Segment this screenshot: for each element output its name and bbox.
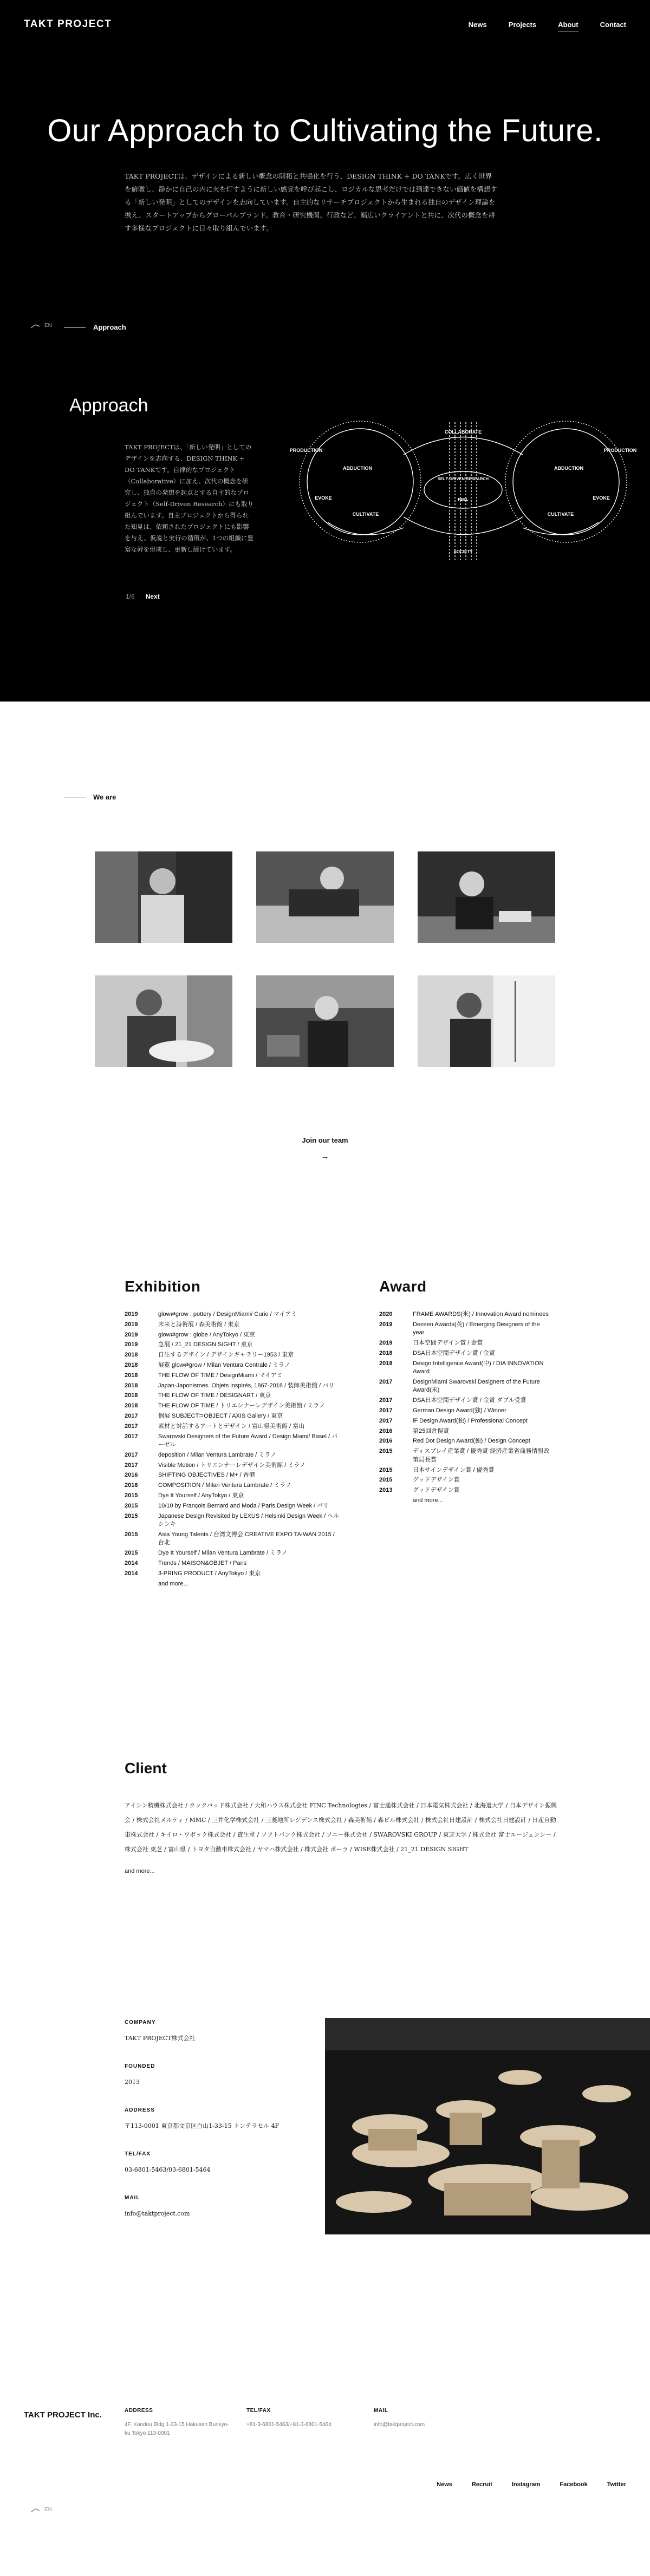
footer-address-label: ADDRESS xyxy=(125,2408,153,2414)
entry-text: 日本空間デザイン賞 / 金賞 xyxy=(413,1340,483,1347)
entry-text: Asia Young Talents / 台湾文博会 CREATIVE EXPO TAIWAN 2015 / 台北 xyxy=(158,1531,335,1546)
dark-hero-section xyxy=(0,0,650,702)
exhibition-entry xyxy=(125,1531,341,1548)
entry-year: 2017 xyxy=(125,1412,138,1419)
company-section xyxy=(0,2020,650,2398)
entry-year: 2015 xyxy=(125,1512,138,1519)
diagram-label-cultivate-right: CULTIVATE xyxy=(547,512,574,517)
diagram-label-abduction-left: ABDUCTION xyxy=(343,466,372,471)
entry-text: THE FLOW OF TIME / DesignMiami / マイアミ xyxy=(158,1372,283,1379)
site-header xyxy=(0,0,650,52)
entry-text: Dye It Yourself / AnyTokyo / 東京 xyxy=(158,1492,244,1499)
hero-lead: TAKT PROJECTは、デザインによる新しい概念の開拓と共鳴化を行う、DESIGN THINK + DO TANKです。広く世界を俯瞰し、静かに自己の内に火を灯すように新しい感覚を呼び起こし、ロジカルな思考だけでは到達できない価値を構想する「新しい発明」としてのデザインを志向しています。自主的なリサーチプロジェクトから生まれる独自のデザイン理論を携え、スタートアップからグローバルブランド、教育・研究機関、行政など、幅広いクライアントと共に、次代の概念を耕す多様なプロジェクトに日々取り組んでいます。 xyxy=(125,172,497,232)
entry-year: 2014 xyxy=(125,1560,138,1567)
studio-photo xyxy=(325,2018,650,2234)
entry-year: 2017 xyxy=(125,1461,138,1469)
entry-year: 2015 xyxy=(125,1492,138,1499)
diagram-label-cultivate-left: CULTIVATE xyxy=(352,512,379,517)
footer-tel xyxy=(246,2407,371,2429)
exhibition-entry xyxy=(125,1341,341,1349)
nav-projects[interactable]: Projects xyxy=(508,21,537,29)
client-list: アイシン精機株式会社 / クックパッド株式会社 / 大和ハウス株式会社 FINC Technologies / 富士通株式会社 / 日本電気株式会社 / 北海道大学 / 日本デザイン振興会 / 株式会社メルティ / MMC / 三井化学株式会社 / 三菱地所レジデンス株式会社 / 森美術館 / 森ビル株式会社 / 株式会社日建設計 / 株式会社日建設計 / 日産自動車株式会社 / キイロ・ワボック株式会社 / 資生堂 / ソフトバンク株式会社 / ソニー株式会社 / SWAROVSKI GROUP / 東芝大学 / 株式会社 富士エージェンシー / 株式会社 東芝 / 富山県 / トヨタ自動車株式会社 / ヤマハ株式会社 / 株式会社 ポーラ / WISE株式会社 / 21_21 DESIGN SIGHT xyxy=(125,1802,557,1853)
entry-year: 2019 xyxy=(125,1341,138,1348)
company-info xyxy=(125,2020,298,2239)
entry-text: グッドデザイン賞 xyxy=(413,1487,460,1494)
client-more: and more... xyxy=(125,1868,155,1874)
entry-year: 2015 xyxy=(379,1477,393,1484)
entry-text: SHIFTING OBJECTIVES / M+ / 香港 xyxy=(158,1472,255,1479)
award-entry xyxy=(379,1427,552,1436)
footer-mail xyxy=(374,2407,482,2429)
entry-text: Visible Motion / トリエンナーレデザイン美術館 / ミラノ xyxy=(158,1461,306,1469)
entry-text: German Design Award(独) / Winner xyxy=(413,1407,506,1414)
entry-year: 2019 xyxy=(125,1311,138,1318)
entry-year: 2013 xyxy=(379,1487,393,1494)
entry-text: 日本サインデザイン賞 / 優秀賞 xyxy=(413,1466,495,1473)
entry-text: 個展 SUBJECT⊃OBJECT / AXIS Gallery / 東京 xyxy=(158,1412,283,1419)
exhibition-entry xyxy=(125,1382,341,1391)
award-entry xyxy=(379,1360,552,1377)
language-icon xyxy=(30,323,40,329)
entry-year: 2017 xyxy=(125,1423,138,1430)
entry-year: 2015 xyxy=(125,1502,138,1509)
diagram-label-research: SELF-DRIVEN RESEARCH xyxy=(437,476,489,481)
entry-text: glow⇄grow : globe / AnyTokyo / 東京 xyxy=(158,1331,256,1338)
section-label-we-are xyxy=(64,793,116,801)
client-section xyxy=(0,1760,650,2020)
team-photo[interactable] xyxy=(256,851,394,943)
entry-year: 2017 xyxy=(379,1417,393,1424)
arrow-right-icon: → xyxy=(321,1152,329,1161)
entry-year: 2018 xyxy=(379,1349,393,1356)
exhibition-entry xyxy=(125,1361,341,1370)
diagram-label-abduction-right: ABDUCTION xyxy=(554,466,583,471)
entry-text: 3-PRING PRODUCT / AnyTokyo / 東京 xyxy=(158,1570,261,1577)
footer-mail-label: MAIL xyxy=(374,2408,388,2414)
award-entry xyxy=(379,1378,552,1395)
team-photo[interactable] xyxy=(418,851,555,943)
footer-nav-recruit[interactable]: Recruit xyxy=(471,2481,492,2488)
footer-nav-instagram[interactable]: Instagram xyxy=(511,2481,541,2488)
entry-year: 2014 xyxy=(125,1570,138,1577)
entry-year: 2019 xyxy=(125,1331,138,1338)
founded-value: 2013 xyxy=(125,2079,140,2086)
award-entry xyxy=(379,1321,552,1338)
exhibition-title: Exhibition xyxy=(125,1278,201,1295)
exhibition-entry xyxy=(125,1412,341,1421)
footer-nav-news[interactable]: News xyxy=(437,2481,452,2488)
site-footer xyxy=(0,2398,650,2576)
entry-text: DSA日本空間デザイン賞 / 金賞 ダブル受賞 xyxy=(413,1397,526,1404)
entry-text: glow⇄grow : pottery / DesignMiami/ Curio / マイアミ xyxy=(158,1311,297,1318)
page-title: Our Approach to Cultivating the Future. xyxy=(47,113,603,148)
we-are-section xyxy=(0,702,650,1278)
entry-year: 2019 xyxy=(379,1321,393,1328)
diagram-label-feel: FEEL xyxy=(458,497,469,502)
entry-text: 展覧 glow⇄grow / Milan Ventura Centrale / ミラノ xyxy=(158,1361,290,1368)
exhibition-entry xyxy=(125,1512,341,1529)
footer-mail-link[interactable]: info@taktproject.com xyxy=(374,2422,425,2428)
entry-year: 2020 xyxy=(379,1311,393,1318)
exhibition-entry xyxy=(125,1570,341,1578)
approach-text: TAKT PROJECTは、「新しい発明」としてのデザインを志向する、DESIGN THINK + DO TANKです。自律的なプロジェクト（Collaborative）に加え、次代の概念を研究し、独自の発想を起点とする自主的なプロジェクト（Self-Driven Research）にも取り組んでいます。自主プロジェクトから得られた知見は、依頼されたプロジェクトにも影響を与え、仮説と実行の循環が、1つの組織に豊富な幹を形成し、更新し続けています。 xyxy=(125,443,254,553)
language-switch[interactable] xyxy=(30,323,52,329)
pager-count: 1/6 xyxy=(126,593,135,600)
approach-pager xyxy=(126,593,160,600)
team-photo[interactable] xyxy=(95,975,232,1067)
nav-contact[interactable]: Contact xyxy=(600,21,626,29)
approach-title: Approach xyxy=(69,395,148,416)
award-entry xyxy=(379,1407,552,1415)
entry-year: 2018 xyxy=(125,1361,138,1368)
entry-text: 素材と対話するアートとデザイン / 富山県美術館 / 富山 xyxy=(158,1423,305,1430)
entry-year: 2018 xyxy=(125,1402,138,1410)
entry-year: 2016 xyxy=(379,1438,393,1445)
tel-label: TEL/FAX xyxy=(125,2151,151,2157)
mail-label: MAIL xyxy=(125,2195,140,2201)
footer-address-value: 4F, Kondou Bldg 1-33-15 Hakusan Bunkyo-ku Tokyo 113-0001 xyxy=(125,2422,229,2436)
entry-text: Dye It Yourself / Milan Ventura Lambrate / ミラノ xyxy=(158,1550,288,1557)
award-entry xyxy=(379,1466,552,1475)
diagram-label-production-left: PRODUCTION xyxy=(289,448,323,453)
award-title: Award xyxy=(379,1278,427,1295)
entry-year: 2018 xyxy=(125,1372,138,1379)
approach-diagram xyxy=(289,409,637,566)
award-entry xyxy=(379,1339,552,1348)
pager-next-button[interactable]: Next xyxy=(145,593,160,600)
join-team-link[interactable] xyxy=(0,1136,650,1161)
entry-text: Design Intelligence Award(中) / DIA INNOVATION Award xyxy=(413,1360,544,1375)
entry-year: 2017 xyxy=(379,1378,393,1385)
award-entry xyxy=(379,1349,552,1358)
exhibition-entry xyxy=(125,1423,341,1431)
footer-nav-facebook[interactable]: Facebook xyxy=(560,2481,588,2488)
entry-text: ディスプレイ産業賞 / 優秀賞 経済産業省商務情報政策局長賞 xyxy=(413,1448,550,1463)
exhibition-entry xyxy=(125,1402,341,1411)
diagram-label-production-right: PRODUCTION xyxy=(603,448,637,453)
entry-text: 自生するデザイン / デザインギャラリー1953 / 東京 xyxy=(158,1352,294,1359)
founded-label: FOUNDED xyxy=(125,2063,155,2069)
entry-text: THE FLOW OF TIME / DESIGNART / 東京 xyxy=(158,1392,271,1399)
exhibition-entry xyxy=(125,1461,341,1470)
exhibition-entry xyxy=(125,1310,341,1319)
nav-about[interactable]: About xyxy=(558,21,578,31)
entry-year: 2015 xyxy=(125,1531,138,1538)
company-value: TAKT PROJECT株式会社 xyxy=(125,2035,196,2042)
entry-year: 2016 xyxy=(379,1427,393,1434)
join-team-label: Join our team xyxy=(302,1136,348,1144)
diagram-label-society: SOCIETY xyxy=(453,549,473,554)
entry-year: 2015 xyxy=(125,1550,138,1557)
entry-year: 2017 xyxy=(125,1433,138,1440)
entry-text: FRAME AWARDS(米) / Innovation Award nominees xyxy=(413,1311,549,1318)
exhibition-entry xyxy=(125,1351,341,1360)
entry-year: 2015 xyxy=(379,1466,393,1473)
tel-value: 03-6801-5463/03-6801-5464 xyxy=(125,2166,211,2173)
award-entry xyxy=(379,1417,552,1426)
entry-text: iF Design Award(独) / Professional Concept xyxy=(413,1417,528,1424)
entry-year: 2015 xyxy=(379,1448,393,1455)
footer-logo[interactable]: TAKT PROJECT Inc. xyxy=(24,2410,102,2420)
entry-year: 2017 xyxy=(125,1451,138,1458)
footer-tel-label: TEL/FAX xyxy=(246,2408,271,2414)
diagram-label-evoke-left: EVOKE xyxy=(315,495,332,501)
entry-text: Japan-Japonismes. Objets inspirés, 1867-2018 / 装飾美術館 / パリ xyxy=(158,1382,335,1389)
award-entry xyxy=(379,1310,552,1319)
exhibition-award-section xyxy=(0,1278,650,1760)
entry-year: 2016 xyxy=(125,1482,138,1489)
award-entry xyxy=(379,1476,552,1485)
entry-text: Japanese Design Revisited by LEXUS / Helsinki Design Week / ヘルシンキ xyxy=(158,1512,340,1528)
address-value: 〒113-0001 東京都文京区白山1-33-15 トンテラセル 4F xyxy=(125,2122,280,2129)
entry-year: 2018 xyxy=(125,1392,138,1399)
footer-nav-twitter[interactable]: Twitter xyxy=(607,2481,626,2488)
exhibition-entry xyxy=(125,1372,341,1380)
entry-text: DSA日本空間デザイン賞 / 金賞 xyxy=(413,1349,496,1356)
entry-year: 2017 xyxy=(379,1407,393,1414)
award-entry xyxy=(379,1397,552,1405)
exhibition-entry xyxy=(125,1502,341,1511)
team-photo[interactable] xyxy=(256,975,394,1067)
entry-text: 10/10 by François Bernard and Moda / Paris Design Week / パリ xyxy=(158,1502,329,1509)
exhibition-entry xyxy=(125,1492,341,1500)
team-photo[interactable] xyxy=(418,975,555,1067)
award-entry xyxy=(379,1447,552,1464)
footer-tel-value: +81-3-6801-5463/+81-3-6801-5464 xyxy=(246,2422,332,2428)
exhibition-entry xyxy=(125,1392,341,1400)
award-entry xyxy=(379,1437,552,1446)
language-icon xyxy=(30,2507,40,2513)
diagram-label-collaborate: COLLABORATE xyxy=(444,429,482,435)
entry-year: 2019 xyxy=(125,1321,138,1328)
nav-news[interactable]: News xyxy=(468,21,487,29)
footer-nav xyxy=(437,2481,626,2488)
team-photo-grid xyxy=(95,851,555,1067)
exhibition-entry xyxy=(125,1451,341,1460)
diagram-label-evoke-right: EVOKE xyxy=(593,495,610,501)
exhibition-more[interactable]: and more... xyxy=(158,1580,188,1587)
award-more[interactable]: and more... xyxy=(413,1497,443,1504)
entry-text: COMPOSITION / Milan Ventura Lambrate / ミラノ xyxy=(158,1482,292,1489)
footer-language-switch[interactable] xyxy=(30,2507,52,2513)
award-list xyxy=(379,1310,552,1505)
entry-text: Swarovski Designers of the Future Award / Design Miami/ Basel / バーゼル xyxy=(158,1433,338,1448)
entry-year: 2018 xyxy=(125,1352,138,1359)
entry-text: 第25回倉俣賞 xyxy=(413,1427,450,1434)
entry-text: 未来と詩術展 / 森美術館 / 東京 xyxy=(158,1321,240,1328)
exhibition-entry xyxy=(125,1559,341,1568)
exhibition-entry xyxy=(125,1321,341,1329)
entry-text: THE FLOW OF TIME / トリエンナーレデザイン美術館 / ミラノ xyxy=(158,1402,326,1410)
entry-text: deposition / Milan Ventura Lambrate / ミラノ xyxy=(158,1451,276,1458)
entry-text: DesignMiami Swarovski Designers of the Future Award(米) xyxy=(413,1378,540,1394)
entry-text: Red Dot Design Award(独) / Design Concept xyxy=(413,1438,530,1445)
language-label: EN xyxy=(44,323,52,329)
entry-text: Dezeen Awards(英) / Emerging Designers of the year xyxy=(413,1321,540,1336)
entry-text: グッドデザイン賞 xyxy=(413,1477,460,1484)
mail-value[interactable]: info@taktproject.com xyxy=(125,2210,190,2217)
section-label-text: We are xyxy=(93,793,116,801)
address-label: ADDRESS xyxy=(125,2107,155,2113)
company-label: COMPANY xyxy=(125,2020,156,2026)
client-title: Client xyxy=(125,1760,167,1777)
footer-address xyxy=(125,2407,233,2438)
entry-year: 2018 xyxy=(379,1360,393,1367)
exhibition-list xyxy=(125,1310,341,1588)
site-logo[interactable]: TAKT PROJECT xyxy=(24,18,112,30)
footer-language-label: EN xyxy=(44,2507,52,2513)
exhibition-entry xyxy=(125,1331,341,1340)
entry-text: Trends / MAISON&OBJET / Paris xyxy=(158,1560,247,1567)
exhibition-entry xyxy=(125,1549,341,1558)
entry-year: 2017 xyxy=(379,1397,393,1404)
main-nav xyxy=(469,21,626,31)
entry-text: 急展 / 21_21 DESIGN SIGHT / 東京 xyxy=(158,1341,253,1348)
entry-year: 2018 xyxy=(125,1382,138,1389)
award-entry xyxy=(379,1486,552,1495)
exhibition-entry xyxy=(125,1482,341,1490)
exhibition-entry xyxy=(125,1471,341,1480)
section-label-approach xyxy=(64,323,126,331)
entry-year: 2016 xyxy=(125,1472,138,1479)
exhibition-entry xyxy=(125,1433,341,1450)
team-photo[interactable] xyxy=(95,851,232,943)
entry-year: 2019 xyxy=(379,1340,393,1347)
section-label-text: Approach xyxy=(93,323,126,331)
